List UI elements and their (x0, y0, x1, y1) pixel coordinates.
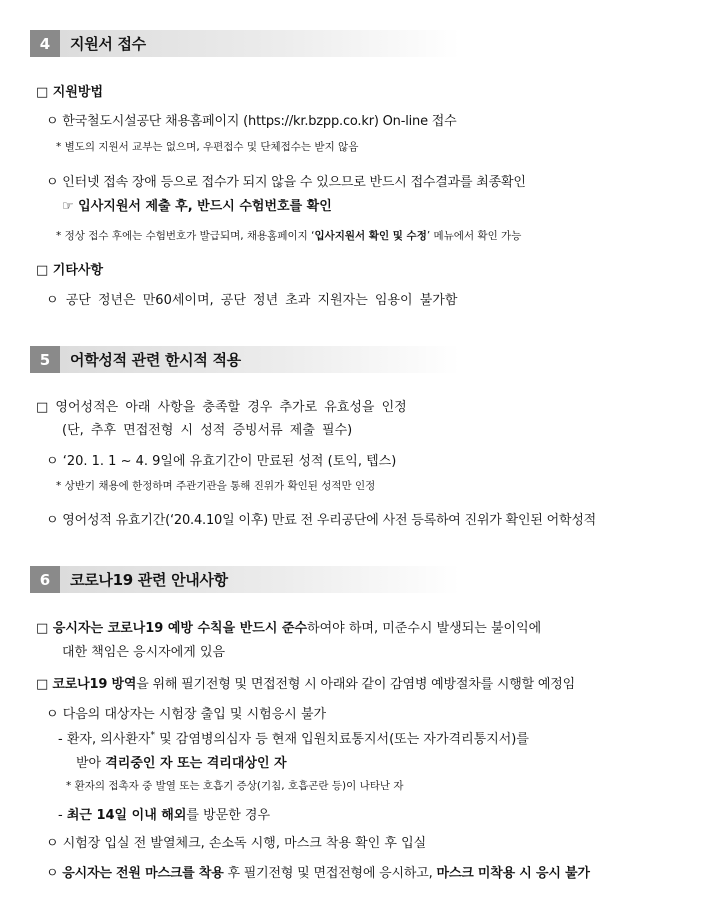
bullet-internet-check: ㅇ 인터넷 접속 장애 등으로 접수가 되지 않을 수 있으므로 반드시 접수결과를 최종확인 (46, 175, 526, 190)
bullet-mask: ㅇ 응시자는 전원 마스크를 착용 후 필기전형 및 면접전형에 응시하고, 마스크 미착용 시 응시 불가 (46, 866, 590, 881)
section-number: 6 (30, 566, 60, 593)
callout-check-number: ☞ 입사지원서 제출 후, 반드시 수험번호를 확인 (62, 199, 332, 214)
section-number: 5 (30, 346, 60, 373)
dash-overseas: - 최근 14일 이내 해외를 방문한 경우 (58, 808, 271, 823)
para-covid-rules: □ 응시자는 코로나19 예방 수칙을 반드시 준수하여야 하며, 미준수시 발생되는 불이익에 (36, 621, 542, 636)
bullet-online-apply: ㅇ 한국철도시설공단 채용홈페이지 (https://kr.bzpp.co.kr) On-line 접수 (46, 114, 457, 129)
note-no-paper: * 별도의 지원서 교부는 없으며, 우편접수 및 단체접수는 받지 않음 (56, 141, 359, 153)
section-6-header (30, 566, 460, 593)
bullet-preregistered: ㅇ 영어성적 유효기간(‘20.4.10일 이후) 만료 전 우리공단에 사전 등록하여 진위가 확인된 어학성적 (46, 513, 597, 528)
heading-etc: □ 기타사항 (36, 263, 104, 278)
note-first-half: * 상반기 채용에 한정하며 주관기관을 통해 진위가 확인된 성적만 인정 (56, 480, 376, 492)
section-title: 지원서 접수 (60, 30, 460, 57)
section-5-header (30, 346, 460, 373)
bullet-entry-check: ㅇ 시험장 입실 전 발열체크, 손소독 시행, 마스크 착용 확인 후 입실 (46, 836, 427, 851)
bullet-expired-range: ㅇ ‘20. 1. 1 ~ 4. 9일에 유효기간이 만료된 성적 (토익, 텝스) (46, 454, 397, 469)
note-contacts: * 환자의 접촉자 중 발열 또는 호흡기 증상(기침, 호흡곤란 등)이 나타난 자 (66, 780, 404, 792)
para-covid-prevention: □ 코로나19 방역을 위해 필기전형 및 면접전형 시 아래와 같이 감염병 예방절차를 시행할 예정임 (36, 677, 575, 692)
bullet-not-allowed: ㅇ 다음의 대상자는 시험장 출입 및 시험응시 불가 (46, 707, 327, 722)
para-covid-rules-cont: 대한 책임은 응시자에게 있음 (62, 645, 226, 660)
section-title: 어학성적 관련 한시적 적용 (60, 346, 460, 373)
bullet-retirement-age: ㅇ 공단 정년은 만60세이며, 공단 정년 초과 지원자는 임용이 불가함 (46, 293, 458, 308)
dash-patients-cont: 받아 격리중인 자 또는 격리대상인 자 (76, 756, 287, 771)
dash-patients: - 환자, 의사환자* 및 감염병의심자 등 현재 입원치료통지서(또는 자가격리통지서)를 (58, 730, 529, 747)
heading-apply-method: □ 지원방법 (36, 85, 104, 100)
note-interview-proof: (단, 추후 면접전형 시 성적 증빙서류 제출 필수) (62, 423, 353, 438)
note-exam-number: * 정상 접수 후에는 수험번호가 발급되며, 채용홈페이지 ‘입사지원서 확인 및 수정’ 메뉴에서 확인 가능 (56, 230, 522, 242)
section-number: 4 (30, 30, 60, 57)
section-title: 코로나19 관련 안내사항 (60, 566, 460, 593)
section-4-header (30, 30, 460, 57)
heading-english-score: □ 영어성적은 아래 사항을 충족할 경우 추가로 유효성을 인정 (36, 400, 407, 415)
